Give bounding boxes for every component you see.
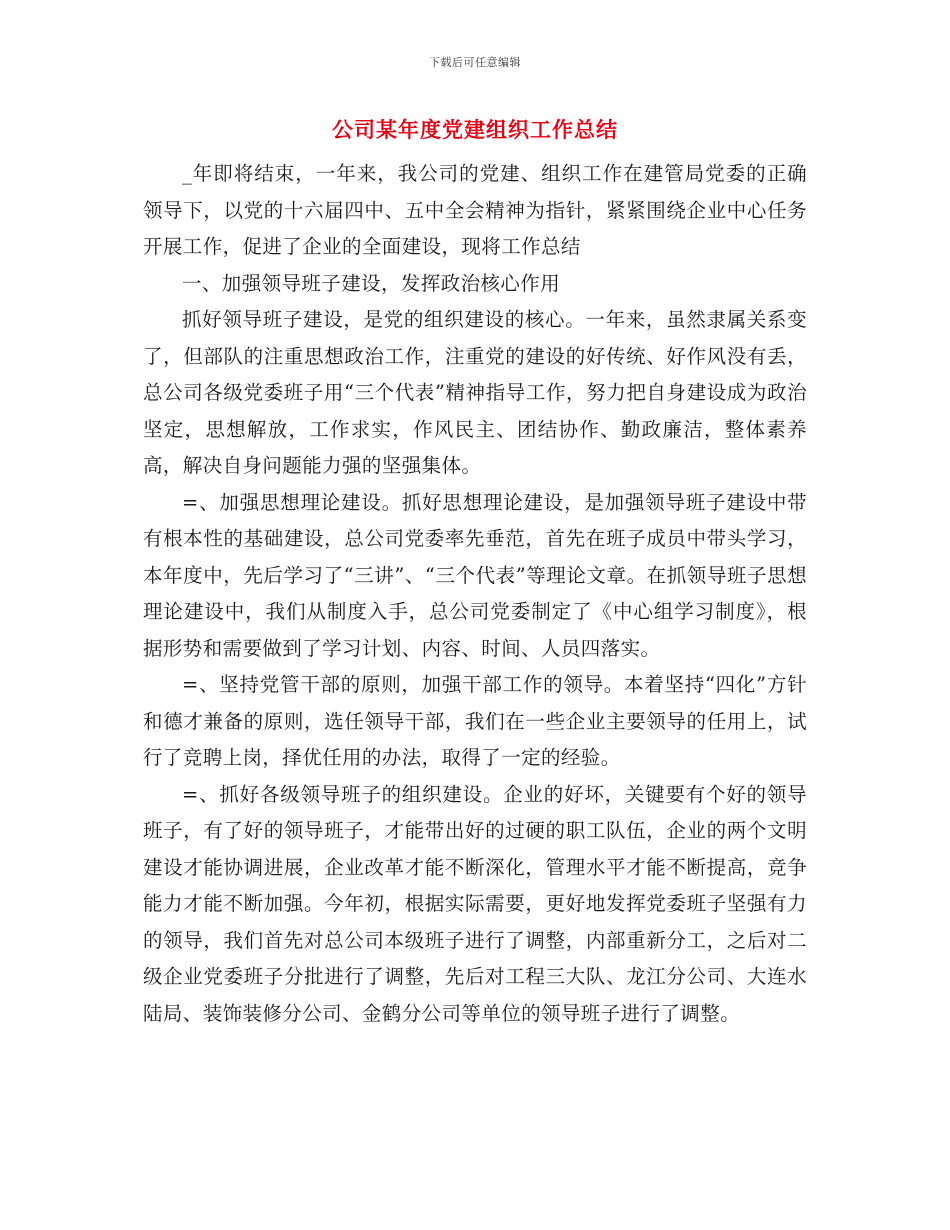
paragraph-leadership: 抓好领导班子建设，是党的组织建设的核心。一年来，虽然隶属关系变了，但部队的注重思想政治工作，注重党的建设的好传统、好作风没有丢，总公司各级党委班子用“三个代表”精神指导工作，努力把自身建设成为政治坚定，思想解放，工作求实，作风民主、团结协作、勤政廉洁，整体素养高，解决自身问题能力强的坚强集体。 [143, 308, 807, 477]
paragraph-organization: =、抓好各级领导班子的组织建设。企业的好坏，关键要有个好的领导班子，有了好的领导班子，才能带出好的过硬的职工队伍，企业的两个文明建设才能协调进展，企业改革才能不断深化，管理水平才能不断提高，竞争能力才能不断加强。今年初，根据实际需要，更好地发挥党委班子坚强有力的领导，我们首先对总公司本级班子进行了调整，内部重新分工，之后对二级企业党委班子分批进行了调整，先后对工程三大队、龙江分公司、大连水陆局、装饰装修分公司、金鹤分公司等单位的领导班子进行了调整。 [143, 782, 807, 1025]
paragraph-cadres: =、坚持党管干部的原则，加强干部工作的领导。本着坚持“四化”方针和德才兼备的原则，选任领导干部，我们在一些企业主要领导的任用上，试行了竞聘上岗，择优任用的办法，取得了一定的经验。 [143, 673, 807, 769]
section-heading-1: 一、加强领导班子建设，发挥政治核心作用 [182, 271, 561, 295]
paragraph-intro: _年即将结束，一年来，我公司的党建、组织工作在建管局党委的正确领导下，以党的十六届四中、五中全会精神为指针，紧紧围绕企业中心任务开展工作，促进了企业的全面建设，现将工作总结 [143, 162, 807, 258]
document-title: 公司某年度党建组织工作总结 [332, 117, 618, 142]
header-note: 下载后可任意编辑 [429, 56, 521, 69]
paragraph-theory: =、加强思想理论建设。抓好思想理论建设，是加强领导班子建设中带有根本性的基础建设，总公司党委率先垂范，首先在班子成员中带头学习，本年度中，先后学习了“三讲”、“三个代表”等理论文章。在抓领导班子思想理论建设中，我们从制度入手，总公司党委制定了《中心组学习制度》，根据形势和需要做到了学习计划、内容、时间、人员四落实。 [143, 490, 807, 660]
document-body [143, 156, 807, 1032]
